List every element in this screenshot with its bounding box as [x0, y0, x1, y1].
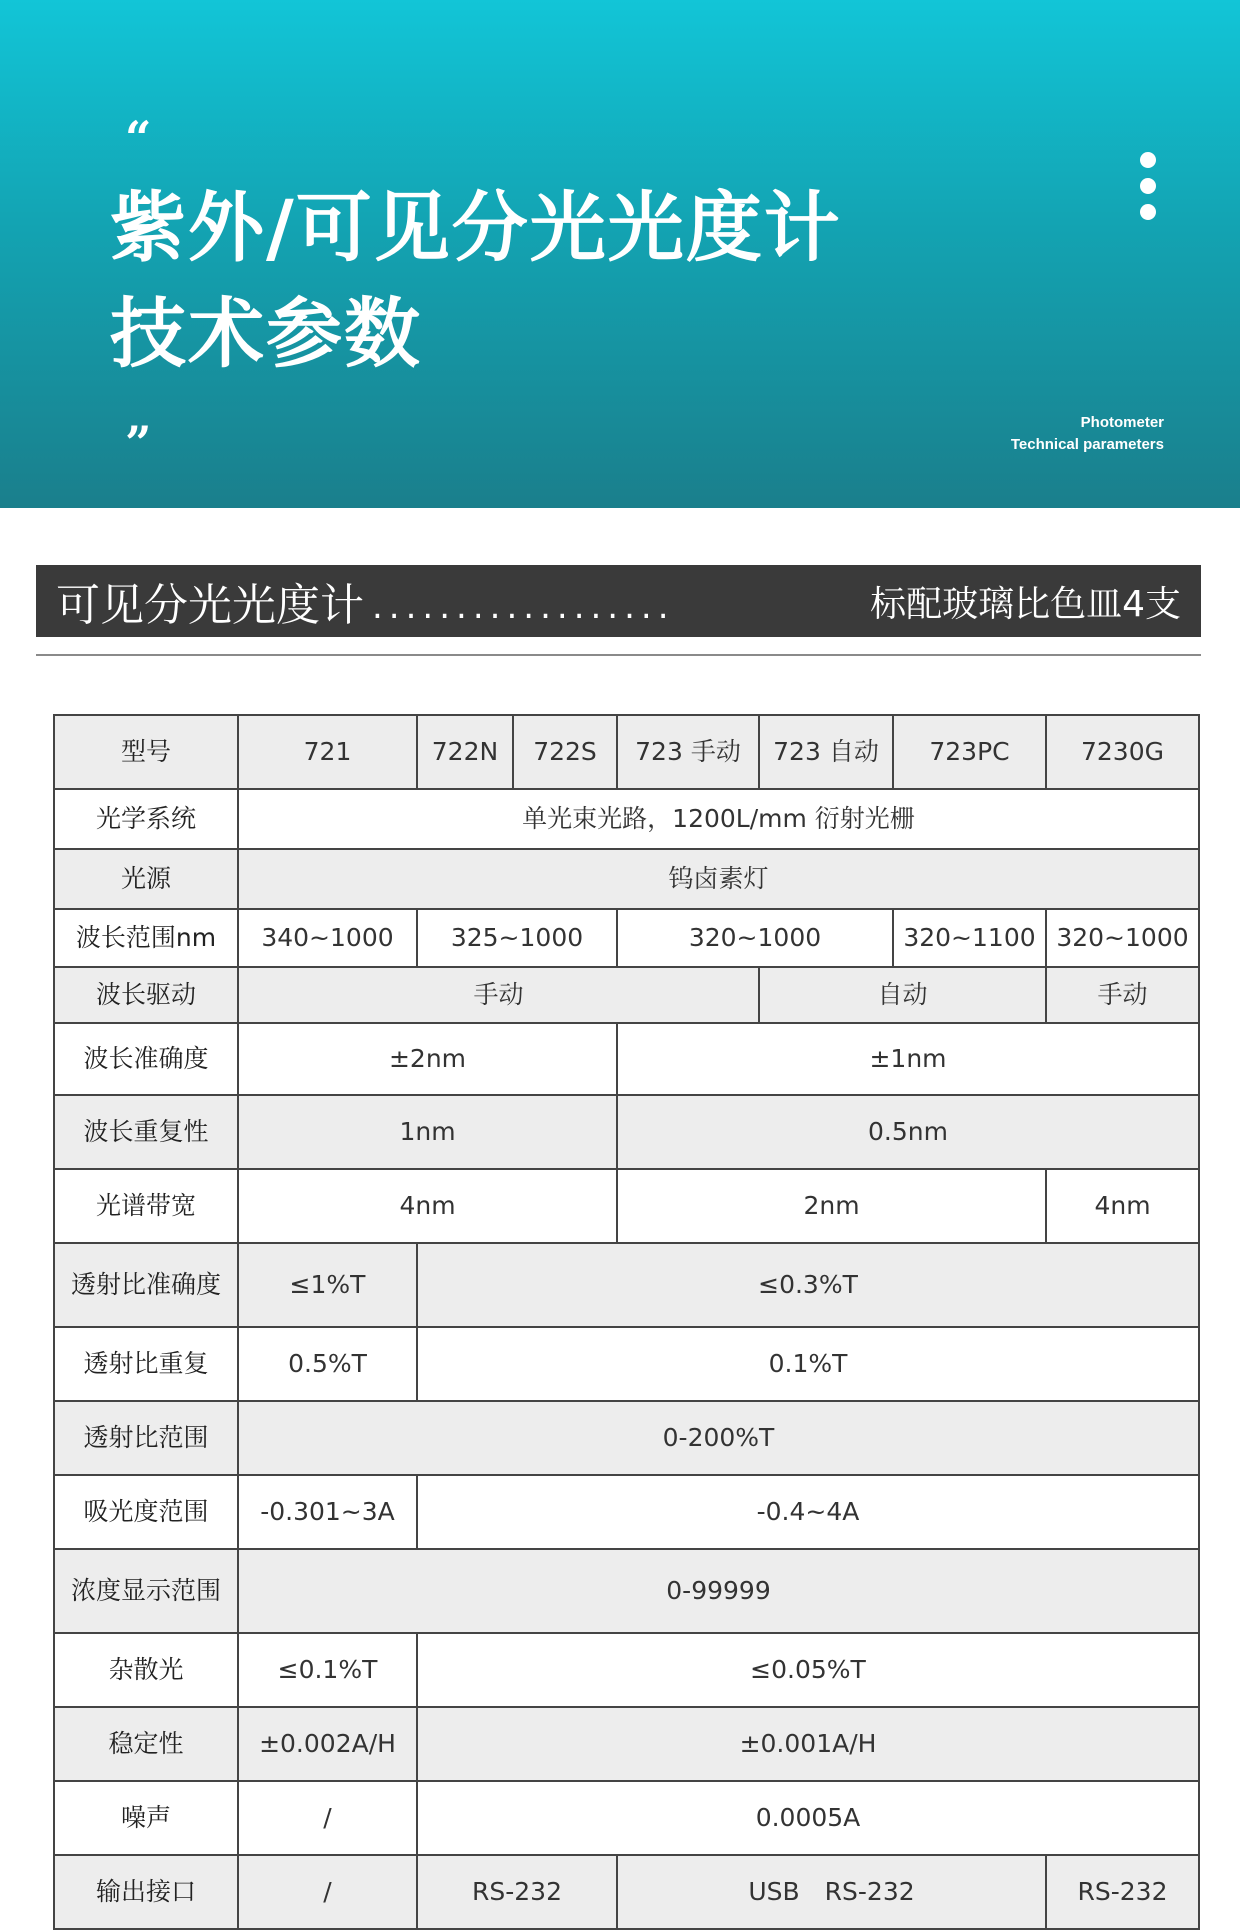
table-row: [54, 1707, 1199, 1781]
table-row: [54, 1781, 1199, 1855]
row-label: 噪声: [54, 1781, 238, 1855]
table-cell: 自动: [759, 967, 1046, 1023]
model-cell: 723PC: [893, 715, 1046, 789]
row-label: 稳定性: [54, 1707, 238, 1781]
row-label: 透射比准确度: [54, 1243, 238, 1327]
table-row: [54, 1243, 1199, 1327]
table-cell: 4nm: [238, 1169, 617, 1243]
table-row: [54, 1169, 1199, 1243]
banner-english-caption: [1011, 412, 1164, 456]
table-header-row: [54, 715, 1199, 789]
table-row: [54, 909, 1199, 967]
table-row: [54, 1475, 1199, 1549]
row-label: 波长驱动: [54, 967, 238, 1023]
open-quote-mark: “: [125, 111, 152, 165]
table-cell: ±2nm: [238, 1023, 617, 1095]
vertical-dots-icon: [1140, 152, 1160, 230]
row-label: 光学系统: [54, 789, 238, 849]
header-label: 型号: [54, 715, 238, 789]
table-cell: 320~1000: [1046, 909, 1199, 967]
table-cell: 1nm: [238, 1095, 617, 1169]
table-cell: 4nm: [1046, 1169, 1199, 1243]
close-quote-mark: ”: [125, 416, 152, 470]
table-cell: 0.5%T: [238, 1327, 417, 1401]
table-row: [54, 1549, 1199, 1633]
banner-title: [110, 175, 842, 387]
table-cell: 320~1000: [617, 909, 893, 967]
table-cell: 0.5nm: [617, 1095, 1199, 1169]
row-label: 透射比范围: [54, 1401, 238, 1475]
table-cell: RS-232: [417, 1855, 617, 1929]
table-cell: -0.4~4A: [417, 1475, 1199, 1549]
banner-title-line1: 紫外/可见分光光度计: [110, 183, 842, 272]
section-divider: [36, 654, 1201, 656]
table-cell: 手动: [1046, 967, 1199, 1023]
row-label: 吸光度范围: [54, 1475, 238, 1549]
table-cell: 0.1%T: [417, 1327, 1199, 1401]
table-row: [54, 849, 1199, 909]
banner-en-line2: Technical parameters: [1010, 436, 1164, 453]
table-cell: 320~1100: [893, 909, 1046, 967]
table-cell: 0-200%T: [238, 1401, 1199, 1475]
model-cell: 723 手动: [617, 715, 759, 789]
table-cell: 340~1000: [238, 909, 417, 967]
table-cell: /: [238, 1855, 417, 1929]
row-label: 光谱带宽: [54, 1169, 238, 1243]
table-cell: RS-232: [1046, 1855, 1199, 1929]
section-title: 可见分光光度计: [56, 580, 364, 631]
row-label: 波长范围nm: [54, 909, 238, 967]
table-cell: 2nm: [617, 1169, 1046, 1243]
section-note: 标配玻璃比色皿4支: [870, 583, 1181, 625]
header-banner: [0, 0, 1240, 508]
table-cell: ≤0.05%T: [417, 1633, 1199, 1707]
table-cell: ±1nm: [617, 1023, 1199, 1095]
row-label: 浓度显示范围: [54, 1549, 238, 1633]
table-cell: 0.0005A: [417, 1781, 1199, 1855]
section-dot-leader: ..................: [372, 590, 675, 624]
table-cell: ≤0.3%T: [417, 1243, 1199, 1327]
table-cell: USB RS-232: [617, 1855, 1046, 1929]
table-row: [54, 1401, 1199, 1475]
table-row: [54, 1633, 1199, 1707]
row-label: 杂散光: [54, 1633, 238, 1707]
model-cell: 722S: [513, 715, 617, 789]
table-cell: -0.301~3A: [238, 1475, 417, 1549]
row-label: 透射比重复: [54, 1327, 238, 1401]
table-row: [54, 967, 1199, 1023]
model-cell: 723 自动: [759, 715, 893, 789]
table-row: [54, 1023, 1199, 1095]
table-row: [54, 1855, 1199, 1929]
row-label: 波长准确度: [54, 1023, 238, 1095]
table-cell: ±0.002A/H: [238, 1707, 417, 1781]
row-label: 输出接口: [54, 1855, 238, 1929]
table-row: [54, 789, 1199, 849]
table-cell: ±0.001A/H: [417, 1707, 1199, 1781]
spec-table: [53, 714, 1200, 1930]
table-row: [54, 1095, 1199, 1169]
table-cell: /: [238, 1781, 417, 1855]
row-label: 光源: [54, 849, 238, 909]
model-cell: 7230G: [1046, 715, 1199, 789]
model-cell: 722N: [417, 715, 513, 789]
table-row: [54, 1327, 1199, 1401]
banner-title-line2: 技术参数: [110, 289, 422, 378]
section-heading-bar: [36, 565, 1201, 637]
table-cell: 325~1000: [417, 909, 617, 967]
banner-en-line1: Photometer: [1080, 414, 1164, 431]
table-cell: ≤0.1%T: [238, 1633, 417, 1707]
table-cell: 单光束光路，1200L/mm 衍射光栅: [238, 789, 1199, 849]
table-cell: 钨卤素灯: [238, 849, 1199, 909]
row-label: 波长重复性: [54, 1095, 238, 1169]
table-cell: 0-99999: [238, 1549, 1199, 1633]
model-cell: 721: [238, 715, 417, 789]
table-cell: ≤1%T: [238, 1243, 417, 1327]
table-cell: 手动: [238, 967, 759, 1023]
